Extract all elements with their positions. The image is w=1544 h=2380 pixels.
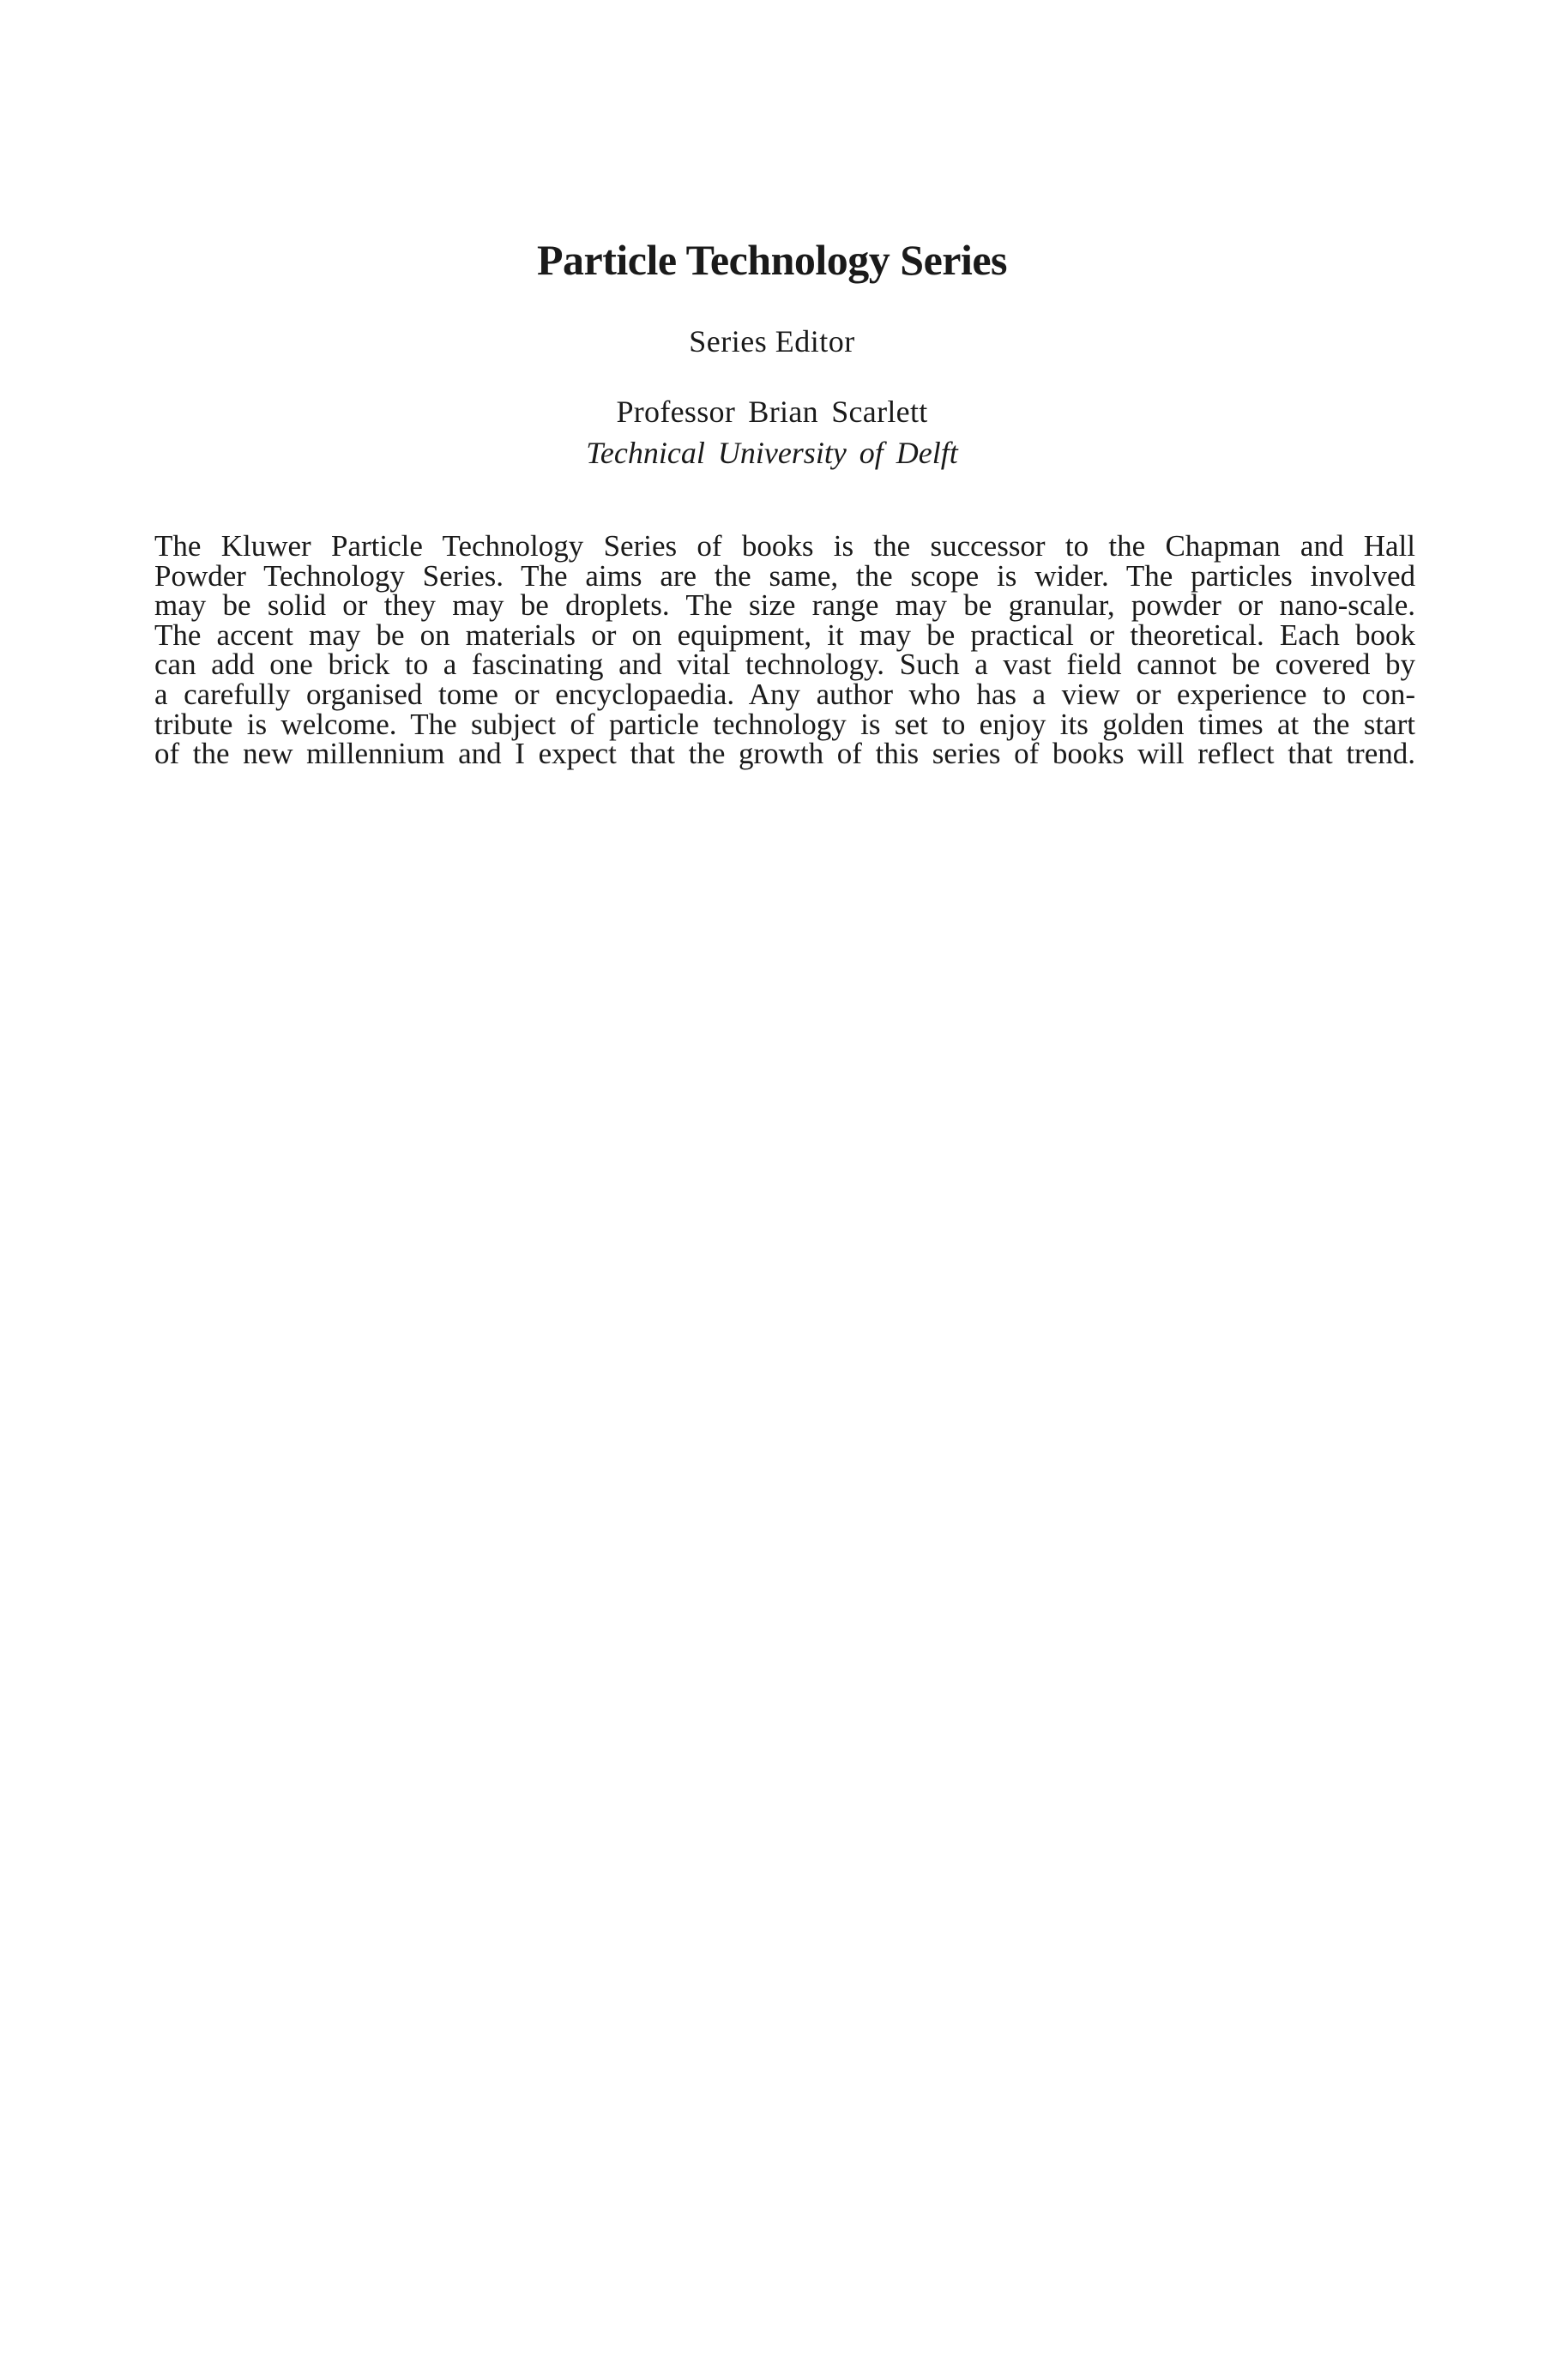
series-editor-affiliation: Technical University of Delft (586, 436, 958, 470)
description-line: a carefully organised tome or encyclopaedia. Any author who has a view or experience to con- (154, 677, 1415, 711)
series-title: Particle Technology Series (536, 236, 1008, 284)
description-line: tribute is welcome. The subject of particle technology is set to enjoy its golden times at the start (154, 707, 1415, 741)
description-line: The accent may be on materials or on equipment, it may be practical or theoretical. Each book (154, 618, 1415, 652)
description-line: of the new millennium and I expect that the growth of this series of books will reflect that trend. (154, 737, 1415, 771)
series-editor-name: Professor Brian Scarlett (616, 395, 928, 429)
series-editor-block (0, 319, 1544, 473)
description-line: The Kluwer Particle Technology Series of books is the successor to the Chapman and Hall (154, 529, 1415, 563)
description-line: may be solid or they may be droplets. The size range may be granular, powder or nano-scale. (154, 588, 1415, 623)
series-editor-heading: Series Editor (689, 324, 855, 359)
description-line: can add one brick to a fascinating and vital technology. Such a vast field cannot be covered by (154, 648, 1415, 682)
description-line: Powder Technology Series. The aims are the same, the scope is wider. The particles involved (154, 558, 1415, 593)
series-description (154, 529, 1415, 771)
